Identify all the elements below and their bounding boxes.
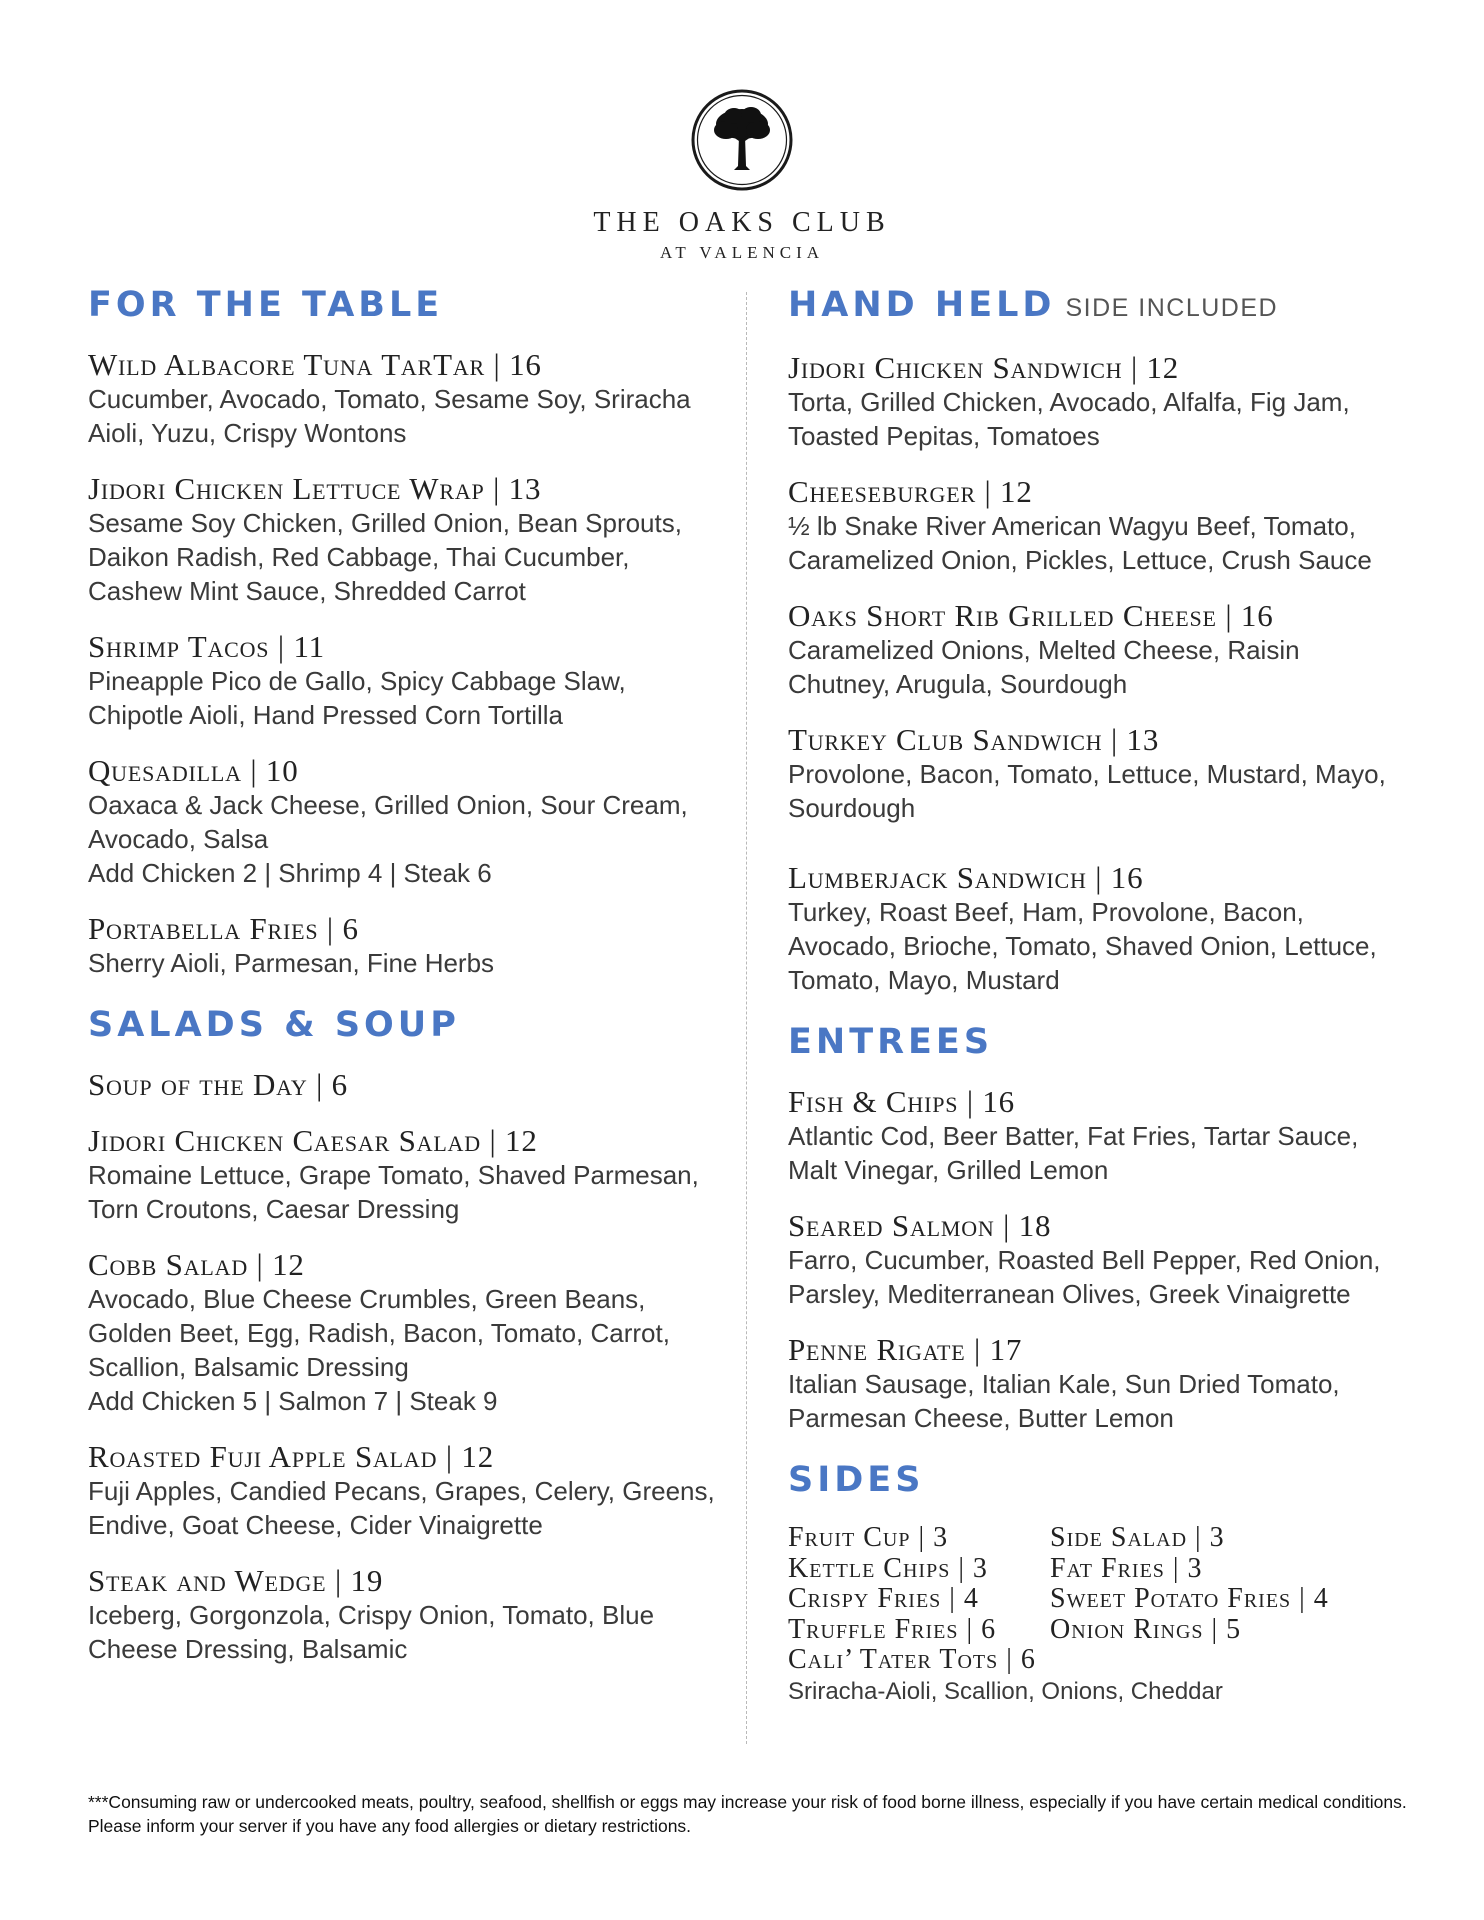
item-name: Steak and Wedge | 19 [88,1563,384,1598]
brand-header [0,207,1484,263]
item-desc: Pineapple Pico de Gallo, Spicy Cabbage Slaw, Chipotle Aioli, Hand Pressed Corn Tortilla [88,666,626,730]
section-entrees [788,1019,1408,1435]
side-item: Crispy Fries | 4 [788,1583,979,1614]
sides-grid [788,1523,1408,1645]
section-note: SIDE INCLUDED [1065,294,1279,322]
menu-item [788,475,1408,577]
right-column [788,282,1408,1718]
side-item: Cali’ Tater Tots | 6 [788,1644,1036,1675]
item-name: Penne Rigate | 17 [788,1332,1023,1367]
menu-item [788,723,1408,825]
item-name: Cobb Salad | 12 [88,1247,305,1282]
menu-item [88,348,728,450]
item-desc: ½ lb Snake River American Wagyu Beef, Tomato, Caramelized Onion, Pickles, Lettuce, Crush Sauce [788,511,1372,575]
item-desc: Romaine Lettuce, Grape Tomato, Shaved Parmesan, Torn Croutons, Caesar Dressing [88,1160,699,1224]
column-divider [746,292,747,1744]
menu-item [788,351,1408,453]
item-name: Fish & Chips | 16 [788,1084,1015,1119]
item-name: Cheeseburger | 12 [788,474,1033,509]
section-title: FOR THE TABLE [88,285,444,325]
menu-item [788,1209,1408,1311]
item-name: Jidori Chicken Caesar Salad | 12 [88,1123,538,1158]
menu-item [788,861,1408,997]
item-name: Turkey Club Sandwich | 13 [788,722,1160,757]
menu-item [88,1564,728,1666]
item-desc: Caramelized Onions, Melted Cheese, Raisin Chutney, Arugula, Sourdough [788,635,1300,699]
item-add-ons: Add Chicken 2 | Shrimp 4 | Steak 6 [88,858,492,888]
menu-item [788,1333,1408,1435]
item-desc: Sherry Aioli, Parmesan, Fine Herbs [88,948,495,978]
menu-item [788,1085,1408,1187]
menu-item [88,1068,728,1102]
section-hand-held [788,282,1408,997]
section-title-text: HAND HELD [788,285,1056,325]
item-desc: Fuji Apples, Candied Pecans, Grapes, Celery, Greens, Endive, Goat Cheese, Cider Vinaigrette [88,1476,715,1540]
side-item: Fat Fries | 3 [1050,1552,1203,1584]
item-name: Roasted Fuji Apple Salad | 12 [88,1439,494,1474]
left-column [88,282,728,1688]
item-desc: Italian Sausage, Italian Kale, Sun Dried Tomato, Parmesan Cheese, Butter Lemon [788,1369,1340,1433]
item-desc: Farro, Cucumber, Roasted Bell Pepper, Red Onion, Parsley, Mediterranean Olives, Greek Vinaigrette [788,1245,1381,1309]
item-add-ons: Add Chicken 5 | Salmon 7 | Steak 9 [88,1386,498,1416]
item-name: Wild Albacore Tuna TarTar | 16 [88,347,542,382]
section-for-the-table [88,282,728,980]
side-item: Kettle Chips | 3 [788,1552,988,1584]
side-item: Sweet Potato Fries | 4 [1050,1583,1329,1614]
section-salads-soup [88,1002,728,1666]
item-name: Jidori Chicken Lettuce Wrap | 13 [88,471,542,506]
item-name: Portabella Fries | 6 [88,911,359,946]
item-name: Seared Salmon | 18 [788,1208,1052,1243]
item-desc: Turkey, Roast Beef, Ham, Provolone, Bacon, Avocado, Brioche, Tomato, Shaved Onion, Lettuce, Tomato, Mayo, Mustard [788,897,1377,995]
menu-item [88,630,728,732]
item-desc: Sesame Soy Chicken, Grilled Onion, Bean Sprouts, Daikon Radish, Red Cabbage, Thai Cucumber, Cashew Mint Sauce, Shredded Carrot [88,508,682,606]
item-desc: Torta, Grilled Chicken, Avocado, Alfalfa, Fig Jam, Toasted Pepitas, Tomatoes [788,387,1350,451]
item-desc: Provolone, Bacon, Tomato, Lettuce, Mustard, Mayo, Sourdough [788,759,1386,823]
menu-item [88,1440,728,1542]
brand-subtitle: AT VALENCIA [659,243,825,262]
item-name: Lumberjack Sandwich | 16 [788,860,1144,895]
item-desc: Atlantic Cod, Beer Batter, Fat Fries, Tartar Sauce, Malt Vinegar, Grilled Lemon [788,1121,1359,1185]
brand-name: THE OAKS CLUB [593,207,891,238]
menu-item [88,1124,728,1226]
item-desc: Cucumber, Avocado, Tomato, Sesame Soy, Sriracha Aioli, Yuzu, Crispy Wontons [88,384,691,448]
item-desc: Avocado, Blue Cheese Crumbles, Green Beans, Golden Beet, Egg, Radish, Bacon, Tomato, Carrot, Scallion, Balsamic Dressing [88,1284,670,1382]
section-title: SIDES [788,1460,925,1500]
item-desc: Iceberg, Gorgonzola, Crispy Onion, Tomato, Blue Cheese Dressing, Balsamic [88,1600,655,1664]
menu-item [88,472,728,608]
side-item-desc: Sriracha-Aioli, Scallion, Onions, Cheddar [788,1677,1223,1705]
menu-item [788,599,1408,701]
side-item: Truffle Fries | 6 [788,1613,997,1645]
section-title: SALADS & SOUP [88,1005,460,1045]
menu-item [88,754,728,890]
item-name: Shrimp Tacos | 11 [88,629,325,664]
item-name: Soup of the Day | 6 [88,1067,348,1102]
side-item: Fruit Cup | 3 [788,1522,949,1553]
menu-item [88,912,728,980]
menu-item [88,1248,728,1418]
disclaimer: ***Consuming raw or undercooked meats, poultry, seafood, shellfish or eggs may increase your risk of food borne illness, especially if you have certain medical conditions. Please inform your server if you have any food allergies or dietary restrictions. [88,1792,1407,1836]
side-item: Side Salad | 3 [1050,1522,1225,1553]
item-desc: Oaxaca & Jack Cheese, Grilled Onion, Sour Cream, Avocado, Salsa [88,790,688,854]
item-name: Oaks Short Rib Grilled Cheese | 16 [788,598,1274,633]
side-item: Onion Rings | 5 [1050,1613,1242,1645]
item-name: Quesadilla | 10 [88,753,299,788]
item-name: Jidori Chicken Sandwich | 12 [788,350,1180,385]
section-title: ENTREES [788,1022,994,1062]
oak-tree-logo-icon [690,88,794,192]
section-sides [788,1457,1408,1708]
section-title [788,282,1408,331]
